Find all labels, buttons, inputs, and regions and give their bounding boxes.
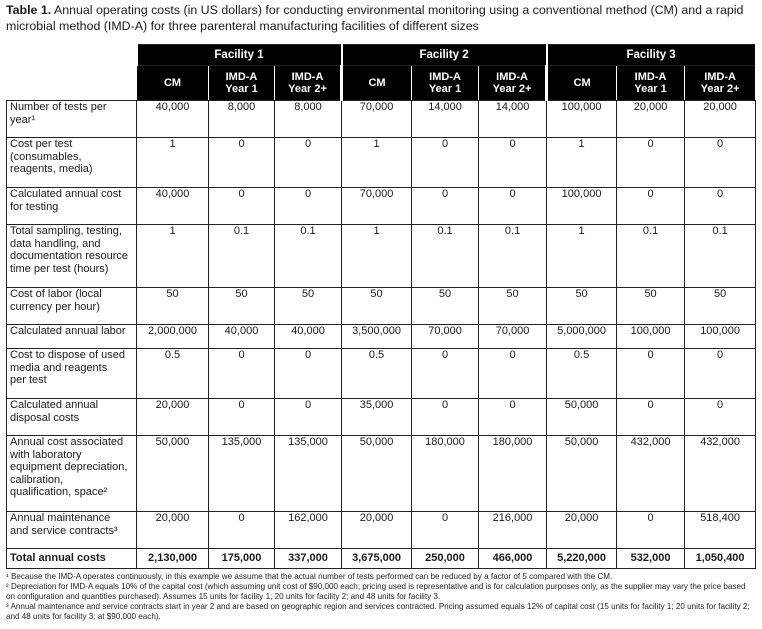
table-cell: 0 (209, 138, 275, 188)
method-header-cell (479, 66, 547, 101)
method-header-line: IMD-A (291, 71, 324, 83)
row-label-line: time per test (hours) (10, 262, 109, 275)
table-cell: 0 (412, 138, 479, 188)
table-cell: 40,000 (137, 101, 209, 138)
total-cell: 250,000 (412, 549, 479, 569)
method-header-cell (617, 66, 685, 101)
table-cell: 5,000,000 (547, 325, 617, 349)
table-cell: 100,000 (617, 325, 685, 349)
table-cell: 100,000 (547, 101, 617, 138)
total-cell: 175,000 (209, 549, 275, 569)
table-cell: 0 (617, 512, 685, 549)
table-cell: 1 (547, 138, 617, 188)
table-caption (6, 2, 756, 34)
table-row (7, 325, 756, 349)
table-cell: 50 (617, 288, 685, 325)
method-header-line: CM (573, 77, 591, 89)
table-cell: 3,500,000 (342, 325, 412, 349)
table-cell: 50 (275, 288, 342, 325)
table-cell: 50 (137, 288, 209, 325)
total-cell: 466,000 (479, 549, 547, 569)
table-cell: 216,000 (479, 512, 547, 549)
table-cell: 0 (412, 399, 479, 436)
total-cell: 532,000 (617, 549, 685, 569)
table-cell: 0.1 (412, 225, 479, 288)
row-label-line: Cost to dispose of used (10, 349, 125, 361)
row-label-line: Calculated annual labor (10, 325, 126, 337)
table-cell: 0 (479, 138, 547, 188)
total-row (7, 549, 756, 569)
table-cell: 0 (275, 188, 342, 225)
table-cell: 0.1 (479, 225, 547, 288)
method-header-cell (209, 66, 275, 101)
table-cell: 8,000 (275, 101, 342, 138)
row-label (7, 188, 137, 225)
table-cell: 432,000 (685, 436, 756, 512)
footnotes (6, 572, 756, 622)
table-cell: 0 (685, 188, 756, 225)
footnote: ³ Annual maintenance and service contracts start in year 2 and are based on geographic region and services contracted. Pricing assumed equals 12% of capital cost (15 units for facility 1; 20 units for facility 2; and 48 units for facility 3; at $90,000 each). (6, 602, 750, 621)
total-cell: 3,675,000 (342, 549, 412, 569)
table-cell: 100,000 (685, 325, 756, 349)
table-cell: 40,000 (137, 188, 209, 225)
method-header-line: Year 1 (428, 83, 462, 95)
table-cell: 0.5 (137, 349, 209, 399)
table-row (7, 436, 756, 512)
method-header-cell (137, 66, 209, 101)
footnote: ¹ Because the IMD-A operates continuously, in this example we assume that the actual number of tests performed can be reduced by a factor of 5 compared with the CM. (6, 572, 613, 581)
table-cell: 70,000 (342, 188, 412, 225)
header-corner (7, 45, 137, 66)
total-cell: 5,220,000 (547, 549, 617, 569)
facility-2-header: Facility 2 (342, 45, 547, 66)
table-cell: 35,000 (342, 399, 412, 436)
table-cell: 0 (209, 188, 275, 225)
row-label (7, 101, 137, 138)
method-header-line: CM (163, 77, 182, 89)
table-cell: 0 (479, 349, 547, 399)
table-cell: 50 (412, 288, 479, 325)
row-label-line: Cost of labor (local (10, 288, 102, 300)
method-header-cell (412, 66, 479, 101)
row-label (7, 436, 137, 512)
table-row (7, 512, 756, 549)
row-label-line: data handling, and (10, 237, 101, 250)
row-label-line: Total sampling, testing, (10, 225, 122, 237)
table-cell: 0.1 (209, 225, 275, 288)
table-cell: 20,000 (342, 512, 412, 549)
table-cell: 1 (137, 225, 209, 288)
table-cell: 0.5 (342, 349, 412, 399)
table-cell: 0 (275, 399, 342, 436)
table-cell: 20,000 (547, 512, 617, 549)
table-cell: 0.1 (685, 225, 756, 288)
table-row (7, 288, 756, 325)
table-cell: 20,000 (617, 101, 685, 138)
table-cell: 0 (617, 188, 685, 225)
row-label (7, 138, 137, 188)
row-label-line: Calculated annual cost (10, 188, 122, 200)
row-label-line: Calculated annual (10, 399, 99, 411)
row-label-line: disposal costs (10, 411, 80, 424)
table-cell: 0.1 (275, 225, 342, 288)
cost-table (6, 44, 757, 569)
method-header-row (7, 66, 756, 101)
table-body (7, 45, 756, 569)
table-cell: 0.5 (547, 349, 617, 399)
method-header-line: Year 1 (225, 83, 258, 95)
header-corner (7, 66, 137, 101)
table-cell: 70,000 (342, 101, 412, 138)
row-label-line: Annual maintenance (10, 512, 111, 524)
row-label-line: with laboratory (10, 448, 82, 461)
table-cell: 8,000 (209, 101, 275, 138)
footnote: ² Depreciation for IMD-A equals 10% of the capital cost (which assuming unit cost of $90,000 each; pricing used is representative and is for calculation purposes only, as the supplier may vary the price based on configuration and quantities purchased). Assumes 15 units for facility 1; 20 units for facility 2; and 48 units for facility 3. (6, 582, 746, 601)
table-row (7, 188, 756, 225)
row-label-line: media and reagents (10, 361, 108, 374)
table-cell: 14,000 (479, 101, 547, 138)
row-label (7, 325, 137, 349)
total-label: Total annual costs (7, 549, 137, 569)
method-header-cell (275, 66, 342, 101)
table-cell: 0 (209, 399, 275, 436)
table-cell: 135,000 (275, 436, 342, 512)
method-header-line: IMD-A (704, 71, 736, 83)
table-cell: 0 (617, 349, 685, 399)
row-label (7, 512, 137, 549)
method-header-line: Year 2+ (288, 83, 327, 95)
caption-label: Table 1. (6, 3, 52, 17)
table-cell: 2,000,000 (137, 325, 209, 349)
table-cell: 0 (412, 188, 479, 225)
row-label-line: year¹ (10, 113, 36, 126)
row-label (7, 399, 137, 436)
method-header-line: IMD-A (225, 71, 258, 83)
method-header-cell (342, 66, 412, 101)
table-cell: 50 (342, 288, 412, 325)
table-row (7, 225, 756, 288)
table-row (7, 138, 756, 188)
table-cell: 518,400 (685, 512, 756, 549)
table-cell: 70,000 (412, 325, 479, 349)
row-label (7, 349, 137, 399)
method-header-line: Year 2+ (492, 83, 532, 95)
method-header-line: IMD-A (429, 71, 461, 83)
table-cell: 50 (547, 288, 617, 325)
method-header-line: Year 2+ (700, 83, 740, 95)
table-cell: 180,000 (479, 436, 547, 512)
method-header-line: IMD-A (496, 71, 528, 83)
row-label-line: (consumables, (10, 150, 82, 163)
row-label-line: for testing (10, 200, 59, 213)
table-cell: 0 (412, 349, 479, 399)
row-label-line: qualification, space² (10, 486, 108, 498)
row-label (7, 288, 137, 325)
table-cell: 0 (275, 138, 342, 188)
table-cell: 50 (685, 288, 756, 325)
table-cell: 0 (209, 349, 275, 399)
table-cell: 50,000 (547, 399, 617, 436)
table-cell: 14,000 (412, 101, 479, 138)
method-header-cell (547, 66, 617, 101)
row-label-line: Annual cost associated (10, 436, 124, 448)
row-label-line: and service contracts³ (10, 524, 118, 537)
method-header-line: IMD-A (634, 71, 667, 83)
table-cell: 20,000 (137, 399, 209, 436)
row-label-line: per test (10, 374, 47, 386)
total-cell: 337,000 (275, 549, 342, 569)
table-cell: 20,000 (137, 512, 209, 549)
row-label-line: documentation resource (10, 250, 129, 262)
method-header-line: Year 1 (634, 83, 667, 95)
table-cell: 70,000 (479, 325, 547, 349)
row-label-line: calibration, (10, 473, 64, 486)
row-label-line: currency per hour) (10, 300, 100, 313)
table-cell: 0 (209, 512, 275, 549)
total-cell: 2,130,000 (137, 549, 209, 569)
table-cell: 0 (479, 399, 547, 436)
table-cell: 0 (685, 399, 756, 436)
table-cell: 1 (137, 138, 209, 188)
row-label-line: reagents, media) (10, 163, 93, 175)
table-cell: 1 (342, 225, 412, 288)
table-cell: 40,000 (275, 325, 342, 349)
table-cell: 50,000 (137, 436, 209, 512)
table-cell: 40,000 (209, 325, 275, 349)
table-cell: 0 (685, 349, 756, 399)
table-row (7, 399, 756, 436)
table-cell: 20,000 (685, 101, 756, 138)
table-cell: 432,000 (617, 436, 685, 512)
row-label-line: Number of tests per (10, 101, 107, 113)
facility-3-header: Facility 3 (547, 45, 756, 66)
table-cell: 100,000 (547, 188, 617, 225)
table-cell: 50,000 (547, 436, 617, 512)
table-cell: 0 (617, 399, 685, 436)
table-cell: 0 (412, 512, 479, 549)
caption-text: Annual operating costs (in US dollars) for conducting environmental monitoring using a conventional method (CM) and a rapid microbial method (IMD-A) for three parenteral manufacturing facilities of different sizes (6, 3, 744, 33)
table-cell: 0 (479, 188, 547, 225)
table-cell: 1 (547, 225, 617, 288)
table-cell: 50,000 (342, 436, 412, 512)
row-label (7, 225, 137, 288)
table-cell: 50 (479, 288, 547, 325)
row-label-line: equipment depreciation, (10, 461, 128, 473)
method-header-cell (685, 66, 756, 101)
table-cell: 50 (209, 288, 275, 325)
table-cell: 0 (685, 138, 756, 188)
facility-1-header: Facility 1 (137, 45, 342, 66)
table-cell: 0.1 (617, 225, 685, 288)
method-header-line: CM (368, 77, 386, 89)
table-cell: 135,000 (209, 436, 275, 512)
table-row (7, 349, 756, 399)
table-cell: 0 (617, 138, 685, 188)
table-cell: 180,000 (412, 436, 479, 512)
table-row (7, 101, 756, 138)
total-cell: 1,050,400 (685, 549, 756, 569)
facility-header-row (7, 45, 756, 66)
table-cell: 0 (275, 349, 342, 399)
table-cell: 162,000 (275, 512, 342, 549)
table-cell: 1 (342, 138, 412, 188)
row-label-line: Cost per test (10, 138, 73, 150)
